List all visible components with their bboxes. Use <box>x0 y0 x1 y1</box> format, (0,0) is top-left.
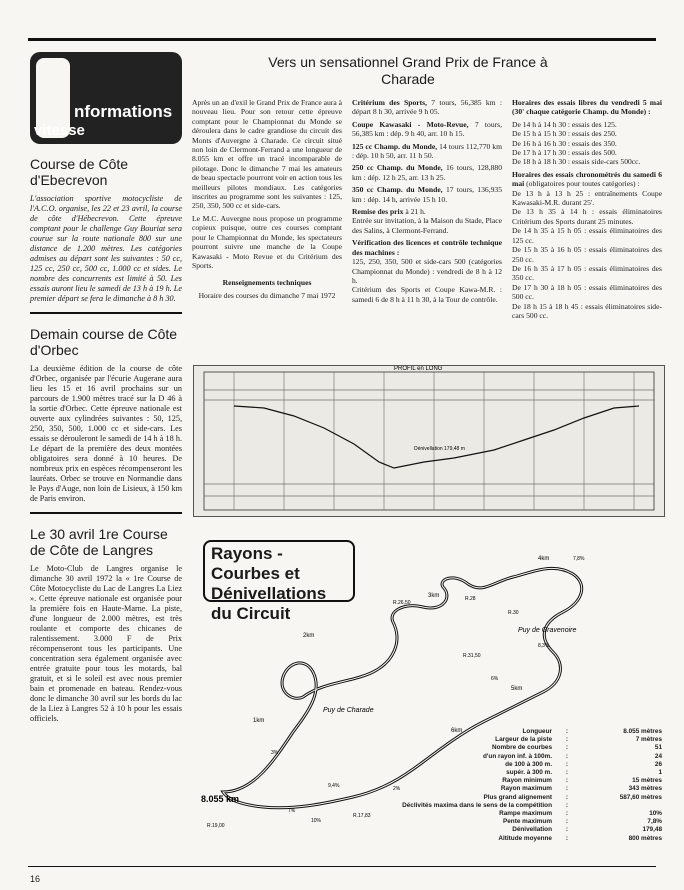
circuit-label: 8,3% <box>538 643 550 649</box>
circuit-distance: 8.055 km <box>201 794 240 804</box>
schedule-heading: Horaire des courses du dimanche 7 mai 1972 <box>198 290 336 300</box>
stat-row: de 100 à 300 m. : 26 <box>505 760 662 768</box>
circuit-label: R.30 <box>508 610 519 616</box>
stat-row: Longueur : 8.055 mètres <box>522 728 662 735</box>
schedule-item: 350 cc Champ. du Monde, 17 tours, 136,935 km : dép. 14 h, arrivée 15 h 10. <box>352 185 502 204</box>
stat-row: supér. à 300 m. : 1 <box>506 769 662 777</box>
schedule-line: De 16 h 35 à 17 h 05 : essais éliminatoires des 350 cc. <box>512 263 662 283</box>
schedule-line: De 16 h à 16 h 30 : essais des 350. <box>512 138 617 148</box>
circuit-label: R.17,83 <box>353 813 371 819</box>
circuit-label: 3% <box>271 750 279 756</box>
elevation-profile-graphic <box>194 366 664 516</box>
article-paragraph: Le M.C. Auvergne nous propose un programme copieux puisque, outre ces courses comptant pour le Championnat du Monde, les spectateurs pourront suivre une manche de la Coupe Kawasaki - Moto Revue et du Critérium des Sports. <box>192 213 342 270</box>
schedule-line: De 13 h à 13 h 25 : entraînements Coupe Kawasaki-M.R. durant 25'. <box>512 188 662 208</box>
stat-row: Pente maximum : 7,8% <box>502 818 662 826</box>
schedule-item: Critérium des Sports et Coupe Kawa-M.R. : samedi 6 de 8 h à 11 h 30, à la Tour de contrôle. <box>352 285 502 304</box>
top-rule <box>28 38 656 41</box>
divider <box>30 312 182 314</box>
stat-row: Déclivités maxima dans le sens de la compétition : <box>402 801 569 809</box>
stat-row: Rayon maximum : 343 mètres <box>500 785 662 793</box>
schedule-line: De 17 h 30 à 18 h 05 : essais éliminatoires des 500 cc. <box>512 282 662 302</box>
profile-denivellation: Dénivellation 179,48 m <box>414 446 465 452</box>
schedule-item: 125, 250, 350, 500 et side-cars 500 (catégories Championnat du Monde) : vendredi de 8 h à 12 h. <box>352 257 502 285</box>
stat-row: Nombre de courbes : 51 <box>491 744 662 752</box>
schedule-line: De 14 h à 14 h 30 : essais des 125. <box>512 119 617 129</box>
circuit-label: 7% <box>288 808 296 814</box>
schedule-line: De 18 h à 18 h 30 : essais side-cars 500cc. <box>512 157 641 167</box>
schedule-item: Vérification des licences et contrôle technique des machines : <box>352 238 502 257</box>
circuit-label: 4km <box>538 556 550 562</box>
schedule-line: De 15 h à 15 h 30 : essais des 250. <box>512 129 617 139</box>
schedule-line: De 18 h 15 à 18 h 45 : essais éliminatoires side-cars 500 cc. <box>512 301 662 320</box>
timed-practice-heading: Horaires des essais chronométrés du samedi 6 mai (obligatoires pour toutes catégories) : <box>512 169 662 189</box>
circuit-label: R.26,50 <box>393 600 411 606</box>
text-langres: Le Moto-Club de Langres organise le dimanche 30 avril 1972 la « 1re Course de Côte Motocycliste du Lac de Langres La Liez ». Cette épreuve nationale est organisée pour la première fois en Haute-Marne. La piste, d'une longueur de 2.000 mètres, est très roulante et comporte des chicanes de ralentissement. 3.000 F de Prix récompenseront tous les participants. Une concentration sera également organisée avec entrée gratuite pour tous les motards, bal gratuit, et si le soleil est avec nous premier bain et promenade en bateau. Rendez-vous donc le dimanche 30 avril sur les bords du lac de la Liez à Langres 52 à 10 h pour les essais officiels. <box>30 564 182 723</box>
bottom-rule <box>28 866 656 867</box>
circuit-stats <box>392 728 662 843</box>
schedule-item: Entrée sur invitation, à la Maison du Stade, Place des Salins, à Clermont-Ferrand. <box>352 216 502 235</box>
circuit-label: 5km <box>511 686 523 692</box>
circuit-label: R.19,00 <box>207 823 225 829</box>
schedule-line: De 15 h 35 à 16 h 05 : essais éliminatoires des 250 cc. <box>512 245 662 264</box>
stat-row: Rampe maximum : 10% <box>499 810 662 818</box>
technical-heading: Renseignements techniques <box>222 278 312 288</box>
schedule-item: 125 cc Champ. du Monde, 14 tours 112,770 km : dép. 10 h 50, arr. 11 h 50. <box>352 141 502 161</box>
heading-langres: Le 30 avril 1re Course de Côte de Langres <box>30 526 168 558</box>
stat-row: Plus grand alignement : 587,60 mètres <box>483 793 662 801</box>
left-column <box>30 52 182 724</box>
circuit-label: 3km <box>428 593 440 599</box>
schedule-item: Coupe Kawasaki - Moto-Revue, 7 tours, 56,385 km : dép. 9 h 40, arr. 10 h 15. <box>352 119 502 139</box>
circuit-label: R.31,50 <box>463 653 481 659</box>
schedule-line: De 13 h 35 à 14 h : essais éliminatoires Critérium des Sports durant 25 minutes. <box>512 207 662 226</box>
profile-title: PROFIL en LONG <box>394 366 443 372</box>
article-paragraph: Après un an d'exil le Grand Prix de France aura à nouveau lieu. Pour son retour cette épreuve comptant pour le Championnat du Monde se déroulera dans le cadre grandiose du circuit des Monts d'Auvergne à Charade. Ce circuit situé non loin de Clermont-Ferrand a une longueur de 8.055 km et offre un tracé incomparable de pilotage. Donc le dimanche 7 mai les amateurs de beau spectacle pourront voir en action tous les meilleurs pilotes mondiaux. Les catégories inscrites au programme sont les suivantes : 125, 250, 350, 500 cc et side-cars. <box>192 98 342 211</box>
article-column-2 <box>352 98 502 307</box>
informations-vitesse-logo <box>30 52 182 144</box>
circuit-label: 6km <box>451 728 463 734</box>
stat-row: Dénivellation : 179,48 <box>512 826 662 834</box>
free-practice-heading: Horaires des essais libres du vendredi 5 mai (30' chaque catégorie Champ. du Monde) : <box>512 98 662 117</box>
text-ebecrevon: L'association sportive motocycliste de l'A.C.O. organise, les 22 et 23 avril, la course de côte d'Hébecrevon. Cette épreuve comptant pour le challenge Guy Bouriat sera courue sur la route nationale 800 sur une distance de 1.200 mètres. Les catégories admises au départ sont les suivantes : 50 cc, 125 cc, 250 cc, 500 cc, 1.000 cc et sides. Le nombre des concurrents est limité à 50. Les essais auront lieu le samedi de 13 h à 19 h. Le premier départ se fera le dimanche à 8 h 30. <box>30 194 182 303</box>
divider <box>30 512 182 514</box>
schedule-line: De 14 h 35 à 15 h 05 : essais éliminatoires des 125 cc. <box>512 226 662 245</box>
logo-line1: nformations <box>74 102 173 121</box>
circuit-label: 2% <box>393 786 401 792</box>
schedule-item: Critérium des Sports, 7 tours, 56,385 km : départ 8 h 30, arrivée 9 h 05. <box>352 98 502 117</box>
stat-row: d'un rayon inf. à 100m. : 24 <box>483 752 662 760</box>
circuit-title: Rayons - Courbes et Dénivellations du Circuit <box>203 540 355 602</box>
stat-row: Rayon minimum : 15 mètres <box>502 777 662 785</box>
place-charade: Puy de Charade <box>323 707 374 714</box>
circuit-label: 9,4% <box>328 783 340 789</box>
text-orbec: La deuxième édition de la course de côte d'Orbec, organisée par l'écurie Augerane aura lieu les 15 et 16 avril prochains sur un parcours de 1.900 mètres tracé sur la D 46 à la sortie d'Orbec. Cette épreuve nationale est ouverte aux cylindrées suivantes : 50, 125, 250, 350, 500, 1.000 cc et side-cars. Les essais se dérouleront le samedi de 14 h à 18 h. Le départ de la première des deux montées obligatoires sera donné à 10 heures. De nombreux prix en espèces récompenseront les lauréats. Orbec se trouve en Normandie dans le Pays d'Auge, non loin de Lisieux, à 150 km de Paris environ. <box>30 364 182 503</box>
logo-line2: vitesse <box>34 122 85 139</box>
stat-row: Altitude moyenne : 800 mètres <box>498 834 662 842</box>
article-column-1 <box>192 98 342 303</box>
stat-row: Largeur de la piste : 7 mètres <box>495 736 662 744</box>
heading-ebecrevon: Course de Côte d'Ebecrevon <box>30 156 129 188</box>
place-gravenoire: Puy de Gravenoire <box>518 627 577 634</box>
schedule-item: 250 cc Champ. du Monde, 16 tours, 128,880 km : dép. 12 h 25, arr. 13 h 25. <box>352 163 502 182</box>
circuit-label: 2km <box>303 633 315 639</box>
circuit-label: 1km <box>253 718 265 724</box>
circuit-label: 7,8% <box>573 556 585 562</box>
article-title: Vers un sensationnel Grand Prix de France à Charade <box>268 54 548 87</box>
page-number: 16 <box>30 874 41 884</box>
article-column-3 <box>512 98 662 320</box>
elevation-profile <box>193 365 665 517</box>
circuit-label: 10% <box>311 818 322 824</box>
heading-orbec: Demain course de Côte d'Orbec <box>30 326 178 358</box>
schedule-item: Remise des prix à 21 h. <box>352 207 426 217</box>
circuit-label: R.28 <box>465 596 476 602</box>
schedule-line: De 17 h à 17 h 30 : essais des 500. <box>512 148 617 158</box>
circuit-label: 6% <box>491 676 499 682</box>
